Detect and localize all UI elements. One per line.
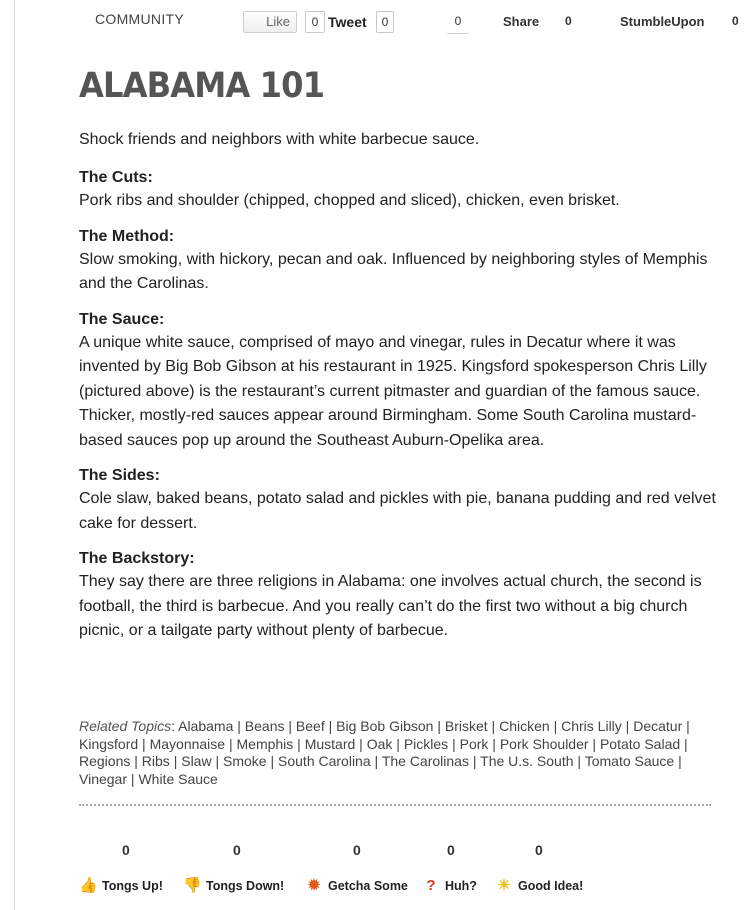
tweet-button[interactable]: Tweet: [328, 14, 367, 30]
topic-separator: |: [225, 735, 237, 752]
reaction-label: Huh?: [445, 879, 477, 893]
section-sauce: [79, 308, 719, 454]
thumbs-down-icon: 👎: [183, 877, 202, 894]
left-border-rule: [14, 0, 15, 910]
topic-link[interactable]: Decatur: [633, 718, 683, 734]
section-sides: [79, 464, 719, 536]
thumbs-up-icon: 👍: [79, 877, 98, 894]
reaction-count: 0: [535, 842, 543, 858]
topic-link[interactable]: Mayonnaise: [149, 735, 226, 752]
flame-icon: ✹: [307, 877, 321, 894]
topic-link[interactable]: Tomato Sauce: [584, 753, 675, 769]
section-body: They say there are three religions in Alabama: one involves actual church, the second is football, the third is barbecue. And you really can’t do the first two without a big church picnic, or a tailgate party without plenty of barbecue.: [79, 573, 702, 639]
topic-separator: |: [370, 753, 382, 769]
reaction-button[interactable]: [183, 877, 284, 895]
reaction-count: 0: [122, 842, 130, 858]
reaction-button[interactable]: [79, 877, 163, 895]
topic-separator: |: [468, 753, 481, 769]
topic-separator: |: [487, 718, 500, 734]
topic-separator: |: [324, 718, 337, 734]
reaction-count: 0: [447, 842, 455, 858]
reaction-bar: [79, 842, 739, 902]
stumbleupon-button[interactable]: StumbleUpon: [620, 14, 705, 29]
topic-link[interactable]: White Sauce: [138, 770, 218, 787]
topic-separator: |: [169, 753, 182, 769]
topic-separator: |: [266, 753, 279, 769]
stumbleupon-count: 0: [732, 14, 739, 28]
topic-link[interactable]: Beans: [244, 718, 285, 734]
topic-separator: |: [284, 718, 296, 734]
reaction-count: 0: [233, 842, 241, 858]
section-body: Cole slaw, baked beans, potato salad and pickles with pie, banana pudding and red velvet cake for dessert.: [79, 490, 716, 532]
topic-separator: |: [233, 718, 245, 734]
topic-separator: |: [549, 718, 562, 734]
reaction-button[interactable]: [305, 877, 408, 895]
section-heading: The Method:: [79, 227, 175, 245]
like-count: 0: [305, 11, 325, 33]
community-label: COMMUNITY: [95, 11, 185, 27]
section-cuts: [79, 166, 719, 214]
topic-separator: |: [130, 753, 142, 769]
topic-link[interactable]: Chris Lilly: [561, 718, 622, 734]
section-body: Slow smoking, with hickory, pecan and oak. Influenced by neighboring styles of Memphis and the Carolinas.: [79, 250, 708, 292]
social-share-bar: [0, 0, 748, 44]
section-heading: The Sides:: [79, 467, 160, 484]
reaction-label: Tongs Down!: [206, 879, 285, 893]
topic-separator: |: [293, 735, 305, 752]
reaction-button[interactable]: [495, 877, 583, 895]
topic-separator: |: [674, 753, 682, 769]
plusone-count: 0: [447, 14, 469, 34]
share-count: 0: [565, 14, 572, 28]
article-body: [79, 66, 719, 655]
section-body: A unique white sauce, comprised of mayo and vinegar, rules in Decatur where it was invented by Big Bob Gibson at his restaurant in 1925. Kingsford spokesperson Chris Lilly (pictured above) is the restaurant’s current pitmaster and guardian of the famous sauce. Thicker, mostly-red sauces appear around Birmingham. Some South Carolina mustard-based sauces pop up around the Southeast Auburn-Opelika area.: [79, 333, 707, 449]
topic-link[interactable]: South Carolina: [278, 753, 371, 769]
related-topics: Related Topics: Alabama | Beans | Beef | Big Bob Gibson | Brisket | Chicken | Chris Lilly | Decatur | Kingsford | Mayonnaise | Memphis | Mustard | Oak | Pickles | Pork | Pork Shoulder | Potato Salad | Regions | Ribs | Slaw | Smoke | South Carolina | The Carolinas | The U.s. South | Tomato Sauce | Vinegar | White Sauce: [79, 718, 690, 787]
article-title: ALABAMA 101: [79, 66, 325, 106]
topic-link[interactable]: Brisket: [444, 718, 488, 734]
topic-separator: |: [682, 718, 690, 734]
topic-link[interactable]: Oak: [366, 735, 393, 752]
topic-link[interactable]: Regions: [79, 753, 131, 769]
topic-link[interactable]: Beef: [295, 718, 325, 734]
share-button[interactable]: Share: [503, 14, 540, 29]
topic-separator: |: [433, 718, 445, 734]
section-heading: The Backstory:: [79, 550, 195, 567]
section-method: [79, 225, 719, 297]
topic-separator: |: [588, 735, 600, 752]
reaction-label: Tongs Up!: [102, 879, 163, 893]
article-intro: Shock friends and neighbors with white barbecue sauce.: [79, 131, 480, 148]
topic-link[interactable]: Pickles: [403, 735, 449, 752]
topic-link[interactable]: Chicken: [499, 718, 550, 734]
topic-link[interactable]: The U.s. South: [480, 753, 574, 769]
topic-link[interactable]: Pork: [459, 735, 489, 752]
section-body: Pork ribs and shoulder (chipped, chopped and sliced), chicken, even brisket.: [79, 192, 620, 209]
section-heading: The Cuts:: [79, 169, 153, 186]
reaction-label: Getcha Some: [328, 879, 408, 893]
facebook-like-button[interactable]: Like: [243, 11, 297, 33]
topic-link[interactable]: Memphis: [236, 735, 294, 752]
topic-link[interactable]: Mustard: [304, 735, 356, 752]
dotted-divider: [79, 804, 711, 806]
topic-link[interactable]: Potato Salad: [599, 735, 681, 752]
topic-link[interactable]: The Carolinas: [381, 753, 469, 769]
section-backstory: [79, 547, 719, 644]
topic-separator: |: [211, 753, 224, 769]
topic-link[interactable]: Slaw: [181, 753, 212, 769]
reaction-button[interactable]: [422, 877, 477, 895]
section-heading: The Sauce:: [79, 310, 165, 328]
topic-separator: |: [680, 735, 688, 752]
topic-link[interactable]: Kingsford: [79, 735, 139, 752]
topic-link[interactable]: Ribs: [141, 753, 170, 769]
topic-separator: |: [127, 770, 139, 787]
topic-separator: |: [355, 735, 367, 752]
topic-separator: |: [392, 735, 404, 752]
topic-separator: |: [138, 735, 150, 752]
topic-separator: |: [573, 753, 585, 769]
related-topics-label: Related Topics: [79, 718, 172, 734]
reaction-count: 0: [353, 842, 361, 858]
topic-separator: |: [448, 735, 460, 752]
lightbulb-icon: ☀: [497, 877, 511, 894]
topic-link[interactable]: Pork Shoulder: [499, 735, 589, 752]
topic-separator: |: [488, 735, 500, 752]
tweet-count: 0: [376, 11, 394, 33]
topic-separator: |: [621, 718, 634, 734]
topic-link[interactable]: Alabama: [178, 718, 234, 734]
question-icon: ?: [426, 877, 436, 894]
reaction-label: Good Idea!: [518, 879, 584, 893]
topic-link[interactable]: Smoke: [223, 753, 267, 769]
topic-link[interactable]: Vinegar: [79, 770, 128, 787]
topic-link[interactable]: Big Bob Gibson: [336, 718, 434, 734]
